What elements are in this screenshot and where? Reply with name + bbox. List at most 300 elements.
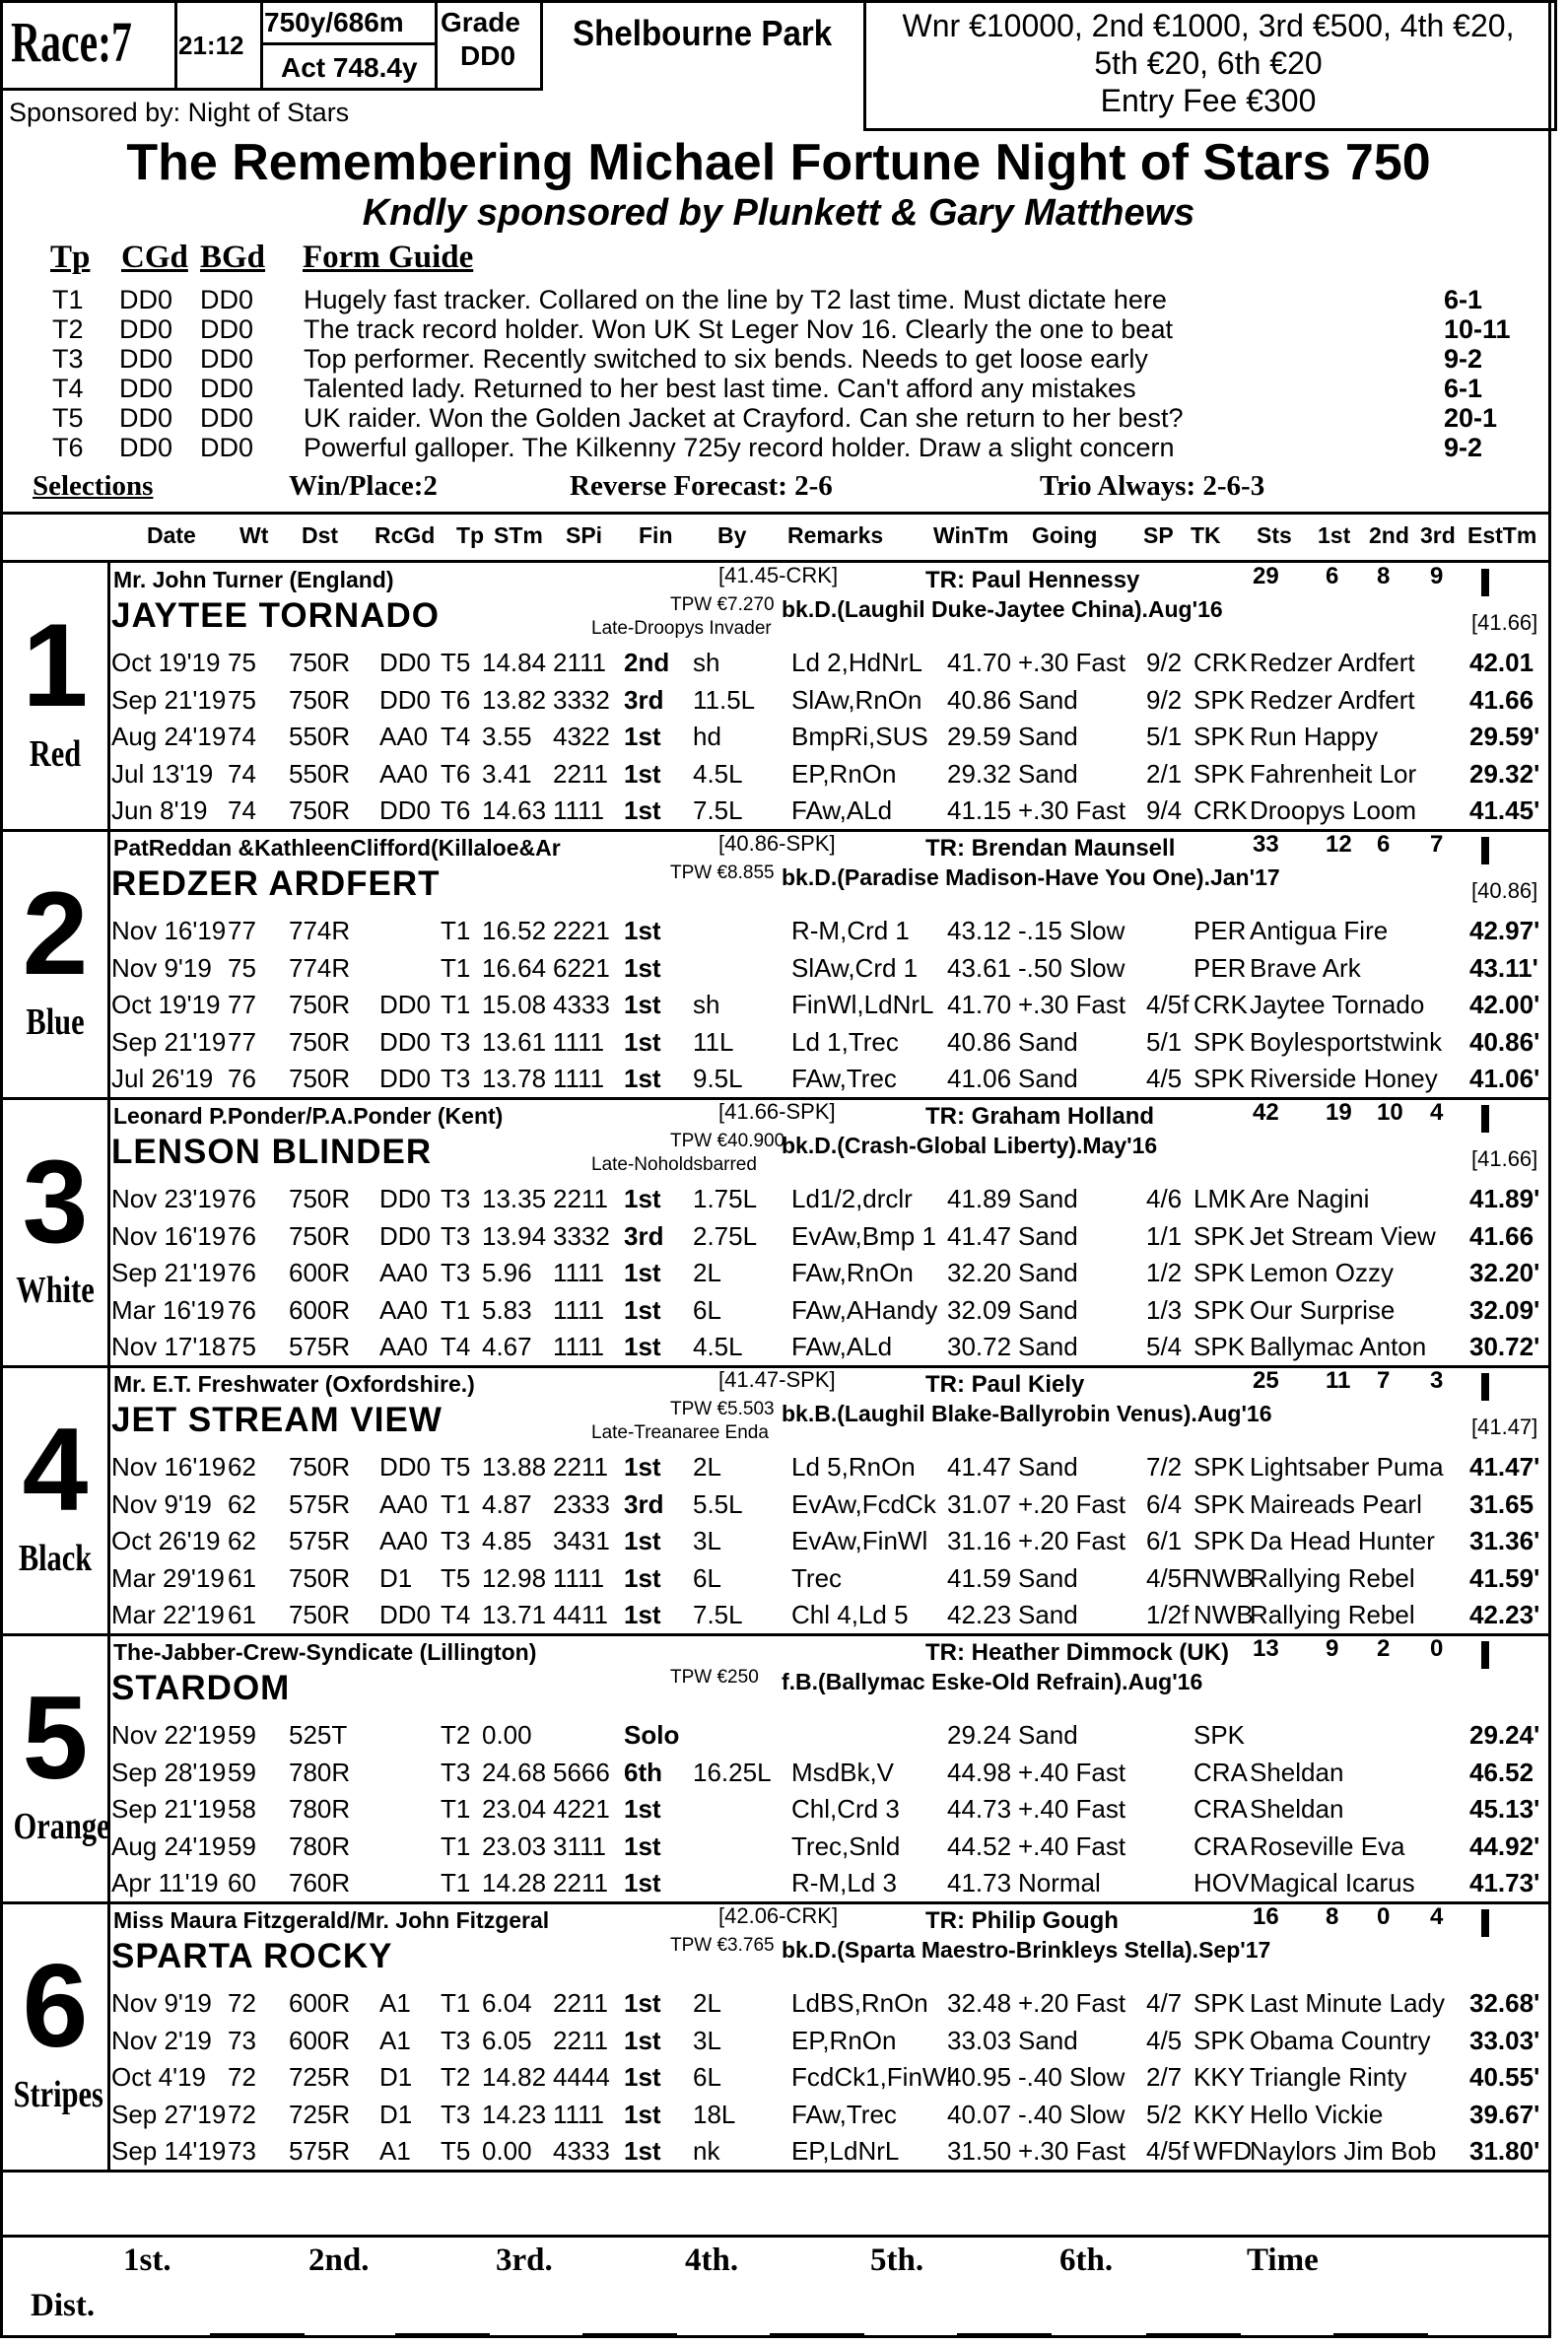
form-line (111, 794, 1550, 830)
form-spi: 2221 (553, 916, 610, 945)
form-date: Nov 16'19 (111, 1220, 227, 1251)
form-winner: Triangle Rinty (1250, 2062, 1407, 2092)
form-tk: CRA (1193, 1794, 1248, 1824)
form-by: 7.5L (693, 1600, 743, 1629)
owner: Mr. E.T. Freshwater (Oxfordshire.) (113, 1371, 475, 1397)
form-wintm: 40.95 (947, 2062, 1012, 2092)
form-sp: 5/2 (1146, 2099, 1183, 2129)
column-header-spi: SPi (566, 522, 603, 548)
form-guide-row (3, 344, 1554, 374)
form-stm: 23.03 (482, 1830, 547, 1861)
runner-block-trap-4 (3, 1367, 1554, 1635)
starts: 13 (1253, 1635, 1279, 1662)
result-entry-line (957, 2333, 1052, 2335)
form-fin: 1st (624, 1526, 661, 1555)
form-stm: 13.35 (482, 1184, 547, 1213)
form-winner: Da Head Hunter (1250, 1526, 1435, 1555)
form-line (111, 1866, 1550, 1902)
form-fin: 1st (624, 1562, 661, 1593)
form-going: +.40 Fast (1018, 1830, 1126, 1861)
column-header-2nd: 2nd (1369, 522, 1409, 548)
form-dst: 575R (289, 1488, 351, 1519)
form-tp: T1 (441, 1830, 471, 1861)
form-guide-bgd: DD0 (200, 374, 254, 403)
place-label-6: 6th. (1059, 2242, 1114, 2278)
form-date: Oct 19'19 (111, 990, 221, 1019)
form-rcgd: DD0 (379, 1026, 432, 1057)
form-guide-row (3, 314, 1554, 344)
starts: 25 (1253, 1367, 1279, 1394)
form-stm: 13.82 (482, 684, 547, 715)
form-stm: 6.05 (482, 2025, 532, 2055)
form-wt: 74 (228, 758, 256, 789)
form-stm: 14.28 (482, 1868, 547, 1898)
column-headers (3, 518, 1554, 558)
form-esttm: 31.80' (1469, 2136, 1540, 2166)
form-going: Sand (1018, 722, 1078, 751)
form-tp: T1 (441, 1868, 471, 1898)
form-guide-cgd: DD0 (119, 285, 173, 314)
form-sp: 1/3 (1146, 1294, 1183, 1325)
form-guide-bgd: DD0 (200, 433, 254, 462)
best-time: [41.45-CRK] (718, 563, 839, 587)
form-date: Sep 21'19 (111, 1258, 227, 1287)
form-esttm: 41.89' (1469, 1184, 1540, 1213)
form-date: Oct 26'19 (111, 1526, 221, 1555)
form-fin: 1st (624, 2025, 661, 2055)
form-esttm: 41.45' (1469, 795, 1540, 825)
form-sp: 4/7 (1146, 1988, 1183, 2018)
form-tp: T5 (441, 2136, 471, 2166)
form-tp: T3 (441, 1220, 471, 1251)
form-fin: 1st (624, 1600, 661, 1629)
seconds: 2 (1377, 1635, 1391, 1662)
thirds: 4 (1430, 1903, 1444, 1930)
starts: 29 (1253, 563, 1279, 589)
form-spi: 6221 (553, 952, 610, 983)
form-dst: 760R (289, 1868, 351, 1898)
breeding: f.B.(Ballymac Eske-Old Refrain).Aug'16 (782, 1669, 1203, 1694)
form-line (111, 757, 1550, 794)
form-esttm: 32.09' (1469, 1294, 1540, 1325)
form-tp: T3 (441, 1258, 471, 1287)
form-rcgd: A1 (379, 2025, 411, 2055)
form-date: Sep 21'19 (111, 1794, 227, 1824)
form-rcgd: AA0 (379, 1526, 429, 1555)
form-wt: 75 (228, 684, 256, 715)
column-header-wintm: WinTm (933, 522, 1009, 548)
late-name: Late-Noholdsbarred (591, 1154, 757, 1175)
form-esttm: 39.67' (1469, 2099, 1540, 2129)
form-spi: 4322 (553, 722, 610, 751)
form-esttm: 32.68' (1469, 1988, 1540, 2018)
form-esttm: 40.55' (1469, 2062, 1540, 2092)
form-going: Sand (1018, 1258, 1078, 1287)
form-spi: 1111 (553, 1064, 605, 1093)
form-wt: 76 (228, 1064, 256, 1093)
form-spi: 1111 (553, 1258, 605, 1287)
place-label-5: 5th. (870, 2242, 924, 2278)
form-wintm: 32.48 (947, 1988, 1012, 2018)
form-esttm: 29.24' (1469, 1720, 1540, 1750)
form-dst: 750R (289, 1452, 351, 1482)
column-header-date: Date (147, 522, 196, 548)
form-going: Sand (1018, 1184, 1078, 1213)
form-stm: 16.52 (482, 916, 547, 945)
form-dst: 750R (289, 1026, 351, 1057)
form-wt: 76 (228, 1258, 256, 1287)
form-date: Nov 23'19 (111, 1184, 227, 1213)
form-stm: 4.85 (482, 1526, 532, 1555)
form-spi: 3332 (553, 1220, 610, 1251)
form-sp: 6/1 (1146, 1526, 1183, 1555)
form-wt: 74 (228, 722, 256, 751)
form-fin: 1st (624, 758, 661, 789)
form-dst: 725R (289, 2062, 351, 2092)
estimated-time: [41.47] (1471, 1414, 1538, 1439)
form-going: Sand (1018, 2025, 1078, 2055)
form-wt: 59 (228, 1757, 256, 1787)
breeding: bk.D.(Laughil Duke-Jaytee China).Aug'16 (782, 596, 1223, 622)
form-rem: Chl 4,Ld 5 (791, 1600, 909, 1629)
thirds: 7 (1430, 831, 1444, 858)
trainer: TR: Graham Holland (925, 1103, 1155, 1130)
divider (3, 2235, 1548, 2238)
form-spi: 2211 (553, 1868, 608, 1898)
form-winner: Last Minute Lady (1250, 1988, 1446, 2018)
runner-block-trap-3 (3, 1099, 1554, 1367)
form-rcgd: AA0 (379, 1294, 429, 1325)
form-sp: 5/1 (1146, 722, 1183, 751)
form-tk: SPK (1193, 1258, 1246, 1287)
form-guide-bgd: DD0 (200, 285, 254, 314)
form-going: Sand (1018, 1600, 1078, 1629)
form-by: 3L (693, 1526, 721, 1555)
form-stm: 13.78 (482, 1064, 547, 1093)
form-date: Nov 22'19 (111, 1720, 227, 1750)
form-rem: MsdBk,V (791, 1757, 895, 1787)
form-spi: 3332 (553, 684, 610, 715)
form-wt: 62 (228, 1488, 256, 1519)
estimated-time: [41.66] (1471, 610, 1538, 635)
form-stm: 24.68 (482, 1757, 547, 1787)
owner: Mr. John Turner (England) (113, 567, 394, 592)
form-winner: Sheldan (1250, 1794, 1344, 1824)
form-stm: 4.67 (482, 1332, 532, 1361)
breeding: bk.B.(Laughil Blake-Ballyrobin Venus).Aug'16 (782, 1401, 1272, 1426)
form-by: 4.5L (693, 758, 743, 789)
form-going: Sand (1018, 1720, 1078, 1750)
form-winner: Our Surprise (1250, 1294, 1396, 1325)
form-guide-row (3, 433, 1554, 462)
form-dst: 774R (289, 916, 351, 945)
form-spi: 3431 (553, 1526, 610, 1555)
trap-colour: Black (18, 1538, 93, 1579)
form-stm: 13.88 (482, 1452, 547, 1482)
grade-value: DD0 (460, 40, 516, 71)
form-wt: 72 (228, 2099, 256, 2129)
form-going: +.40 Fast (1018, 1757, 1126, 1787)
form-guide-comment: Powerful galloper. The Kilkenny 725y record holder. Draw a slight concern (304, 433, 1175, 462)
form-tk: SPK (1193, 1488, 1246, 1519)
form-date: Apr 11'19 (111, 1868, 219, 1898)
form-rcgd: D1 (379, 1562, 413, 1593)
dog-name: LENSON BLINDER (111, 1133, 433, 1171)
form-tp: T1 (441, 916, 471, 945)
form-wt: 58 (228, 1794, 256, 1824)
form-esttm: 41.66 (1469, 1220, 1534, 1251)
form-winner: Jet Stream View (1250, 1220, 1436, 1251)
form-sp: 1/2f (1146, 1600, 1190, 1629)
form-wintm: 31.16 (947, 1526, 1012, 1555)
form-date: Nov 2'19 (111, 2025, 212, 2055)
form-winner: Lemon Ozzy (1250, 1258, 1394, 1287)
form-line (111, 1487, 1550, 1524)
form-rcgd: AA0 (379, 1488, 429, 1519)
form-wt: 59 (228, 1720, 256, 1750)
column-header-by: By (717, 522, 747, 548)
column-header-fin: Fin (639, 522, 673, 548)
form-tk: SPK (1193, 1064, 1246, 1093)
race-subtitle: Kndly sponsored by Plunkett & Gary Matthews (362, 192, 1195, 234)
form-date: Sep 27'19 (111, 2099, 227, 2129)
form-fin: 1st (624, 952, 661, 983)
form-date: Nov 9'19 (111, 1988, 212, 2018)
form-tk: LMK (1193, 1184, 1247, 1213)
form-sp: 4/5F (1146, 1562, 1198, 1593)
form-stm: 14.63 (482, 795, 547, 825)
form-going: +.30 Fast (1018, 648, 1126, 677)
form-dst: 600R (289, 1988, 351, 2018)
form-spi: 1111 (553, 1332, 605, 1361)
form-going: Sand (1018, 1294, 1078, 1325)
divider (3, 2170, 1548, 2173)
trap-colour: Stripes (13, 2074, 103, 2115)
form-esttm: 29.32' (1469, 758, 1540, 789)
form-dst: 550R (289, 758, 351, 789)
form-wt: 74 (228, 795, 256, 825)
form-rem: Trec,Snld (791, 1830, 901, 1861)
form-line (111, 1829, 1550, 1866)
form-rem: BmpRi,SUS (791, 722, 928, 751)
form-stm: 13.94 (482, 1220, 547, 1251)
form-fin: Solo (624, 1720, 680, 1750)
form-by: 6L (693, 1294, 721, 1325)
form-sp: 2/1 (1146, 758, 1183, 789)
grade-label: Grade (441, 7, 520, 37)
form-tp: T3 (441, 1064, 471, 1093)
form-fin: 6th (624, 1757, 662, 1787)
form-tk: SPK (1193, 1294, 1246, 1325)
form-guide-comment: UK raider. Won the Golden Jacket at Crayford. Can she return to her best? (304, 403, 1184, 433)
form-dst: 575R (289, 1332, 351, 1361)
form-esttm: 46.52 (1469, 1757, 1534, 1787)
form-tk: NWB (1193, 1600, 1254, 1629)
form-rem: FinWl,LdNrL (791, 990, 934, 1019)
form-winner: Jaytee Tornado (1250, 990, 1425, 1019)
form-by: 6L (693, 1562, 721, 1593)
form-rcgd: DD0 (379, 648, 432, 677)
form-guide-comment: Top performer. Recently switched to six bends. Needs to get loose early (304, 344, 1148, 374)
form-dst: 780R (289, 1794, 351, 1824)
form-dst: 725R (289, 2099, 351, 2129)
form-winner: Maireads Pearl (1250, 1488, 1422, 1519)
wins: 19 (1326, 1099, 1352, 1126)
form-fin: 2nd (624, 648, 670, 677)
form-marker (1481, 1105, 1489, 1133)
column-header-tp: Tp (456, 522, 485, 548)
form-line (111, 1986, 1550, 2023)
column-header-stm: STm (494, 522, 543, 548)
form-guide-row (3, 374, 1554, 403)
form-wintm: 32.20 (947, 1258, 1012, 1287)
form-by: 2L (693, 1988, 721, 2018)
form-stm: 5.83 (482, 1294, 532, 1325)
form-line (111, 1293, 1550, 1330)
form-fin: 1st (624, 1026, 661, 1057)
form-sp: 6/4 (1146, 1488, 1183, 1519)
form-stm: 15.08 (482, 990, 547, 1019)
prize-winnings: TPW €8.855 (670, 862, 775, 883)
form-date: Nov 9'19 (111, 1488, 212, 1519)
form-sp: 7/2 (1146, 1452, 1183, 1482)
form-wintm: 40.07 (947, 2099, 1012, 2129)
form-tk: SPK (1193, 1332, 1246, 1361)
form-rem: FAw,AHandy (791, 1294, 938, 1325)
form-tp: T3 (441, 1184, 471, 1213)
best-time: [42.06-CRK] (718, 1903, 839, 1928)
form-fin: 1st (624, 1064, 661, 1093)
form-date: Oct 19'19 (111, 648, 221, 677)
form-dst: 600R (289, 1294, 351, 1325)
runner-block-trap-1 (3, 563, 1554, 831)
form-rem: R-M,Ld 3 (791, 1868, 897, 1898)
form-dst: 525T (289, 1720, 348, 1750)
column-header-sts: Sts (1257, 522, 1292, 548)
form-wintm: 43.12 (947, 916, 1012, 945)
form-wintm: 32.09 (947, 1294, 1012, 1325)
form-tp: T1 (441, 1794, 471, 1824)
form-fin: 1st (624, 795, 661, 825)
form-tp: T6 (441, 758, 471, 789)
form-line (111, 1182, 1550, 1218)
form-stm: 16.64 (482, 952, 547, 983)
form-winner: Obama Country (1250, 2025, 1431, 2055)
form-esttm: 29.59' (1469, 722, 1540, 751)
form-fin: 1st (624, 990, 661, 1019)
form-going: Sand (1018, 1452, 1078, 1482)
form-going: +.20 Fast (1018, 1526, 1126, 1555)
form-going: +.30 Fast (1018, 2136, 1126, 2166)
form-sp: 5/4 (1146, 1332, 1183, 1361)
form-rem: EP,LdNrL (791, 2136, 900, 2166)
form-tp: T5 (441, 648, 471, 677)
result-entry-line (210, 2333, 305, 2335)
form-spi: 1111 (553, 1294, 605, 1325)
owner: The-Jabber-Crew-Syndicate (Lillington) (113, 1639, 537, 1665)
form-winner: Rallying Rebel (1250, 1600, 1415, 1629)
prize-winnings: TPW €5.503 (670, 1399, 775, 1419)
place-label-4: 4th. (685, 2242, 739, 2278)
form-guide-tp-header: Tp (50, 240, 91, 275)
form-guide-odds: 10-11 (1444, 314, 1511, 344)
form-by: sh (693, 990, 720, 1019)
form-fin: 3rd (624, 1488, 664, 1519)
runner-block-trap-6 (3, 1903, 1554, 2172)
form-tp: T1 (441, 1988, 471, 2018)
form-rcgd: AA0 (379, 722, 429, 751)
form-stm: 0.00 (482, 2136, 532, 2166)
form-guide-trap: T2 (52, 314, 84, 344)
trap-colour: Red (29, 733, 82, 775)
form-going: Sand (1018, 758, 1078, 789)
form-fin: 1st (624, 2099, 661, 2129)
trainer: TR: Philip Gough (925, 1907, 1119, 1934)
thirds: 0 (1430, 1635, 1444, 1662)
form-dst: 600R (289, 1258, 351, 1287)
form-rem: SlAw,RnOn (791, 684, 922, 715)
prize-line-1: Wnr €10000, 2nd €1000, 3rd €500, 4th €20, (902, 8, 1515, 43)
trainer: TR: Paul Kiely (925, 1371, 1085, 1398)
form-wintm: 30.72 (947, 1332, 1012, 1361)
form-date: Jul 13'19 (111, 758, 214, 789)
form-stm: 5.96 (482, 1258, 532, 1287)
form-guide-cgd: DD0 (119, 344, 173, 374)
form-esttm: 41.59' (1469, 1562, 1540, 1593)
form-rcgd: AA0 (379, 1332, 429, 1361)
form-esttm: 41.66 (1469, 684, 1534, 715)
form-dst: 780R (289, 1757, 351, 1787)
wins: 6 (1326, 563, 1339, 589)
divider (107, 563, 110, 831)
form-spi: 4444 (553, 2062, 610, 2092)
trainer: TR: Heather Dimmock (UK) (925, 1639, 1230, 1666)
trap-number: 4 (22, 1404, 89, 1536)
form-fin: 1st (624, 722, 661, 751)
trap-number: 3 (22, 1136, 89, 1268)
form-esttm: 42.01 (1469, 648, 1534, 677)
starts: 16 (1253, 1903, 1279, 1930)
form-wt: 73 (228, 2136, 256, 2166)
form-guide-row (3, 285, 1554, 314)
form-winner: Brave Ark (1250, 952, 1361, 983)
form-sp: 4/5f (1146, 990, 1190, 1019)
form-rem: FAw,ALd (791, 795, 893, 825)
estimated-time: [40.86] (1471, 878, 1538, 903)
form-tk: CRA (1193, 1830, 1248, 1861)
form-wt: 72 (228, 1988, 256, 2018)
form-dst: 750R (289, 795, 351, 825)
form-tk: SPK (1193, 684, 1246, 715)
form-spi: 2211 (553, 1452, 608, 1482)
form-guide-trap: T4 (52, 374, 84, 403)
form-tp: T1 (441, 1294, 471, 1325)
form-winner: Redzer Ardfert (1250, 684, 1415, 715)
form-spi: 4221 (553, 1794, 610, 1824)
breeding: bk.D.(Paradise Madison-Have You One).Jan'17 (782, 864, 1280, 890)
form-going: +.20 Fast (1018, 1488, 1126, 1519)
form-sp: 4/5 (1146, 1064, 1183, 1093)
form-going: Sand (1018, 1064, 1078, 1093)
form-marker (1481, 837, 1489, 864)
prize-winnings: TPW €3.765 (670, 1935, 775, 1956)
form-esttm: 40.86' (1469, 1026, 1540, 1057)
form-going: Normal (1018, 1868, 1101, 1898)
form-tk: CRA (1193, 1757, 1248, 1787)
sponsored-by: Sponsored by: Night of Stars (9, 98, 350, 127)
form-guide-comment: The track record holder. Won UK St Leger Nov 16. Clearly the one to beat (304, 314, 1173, 344)
form-tk: CRK (1193, 648, 1248, 677)
